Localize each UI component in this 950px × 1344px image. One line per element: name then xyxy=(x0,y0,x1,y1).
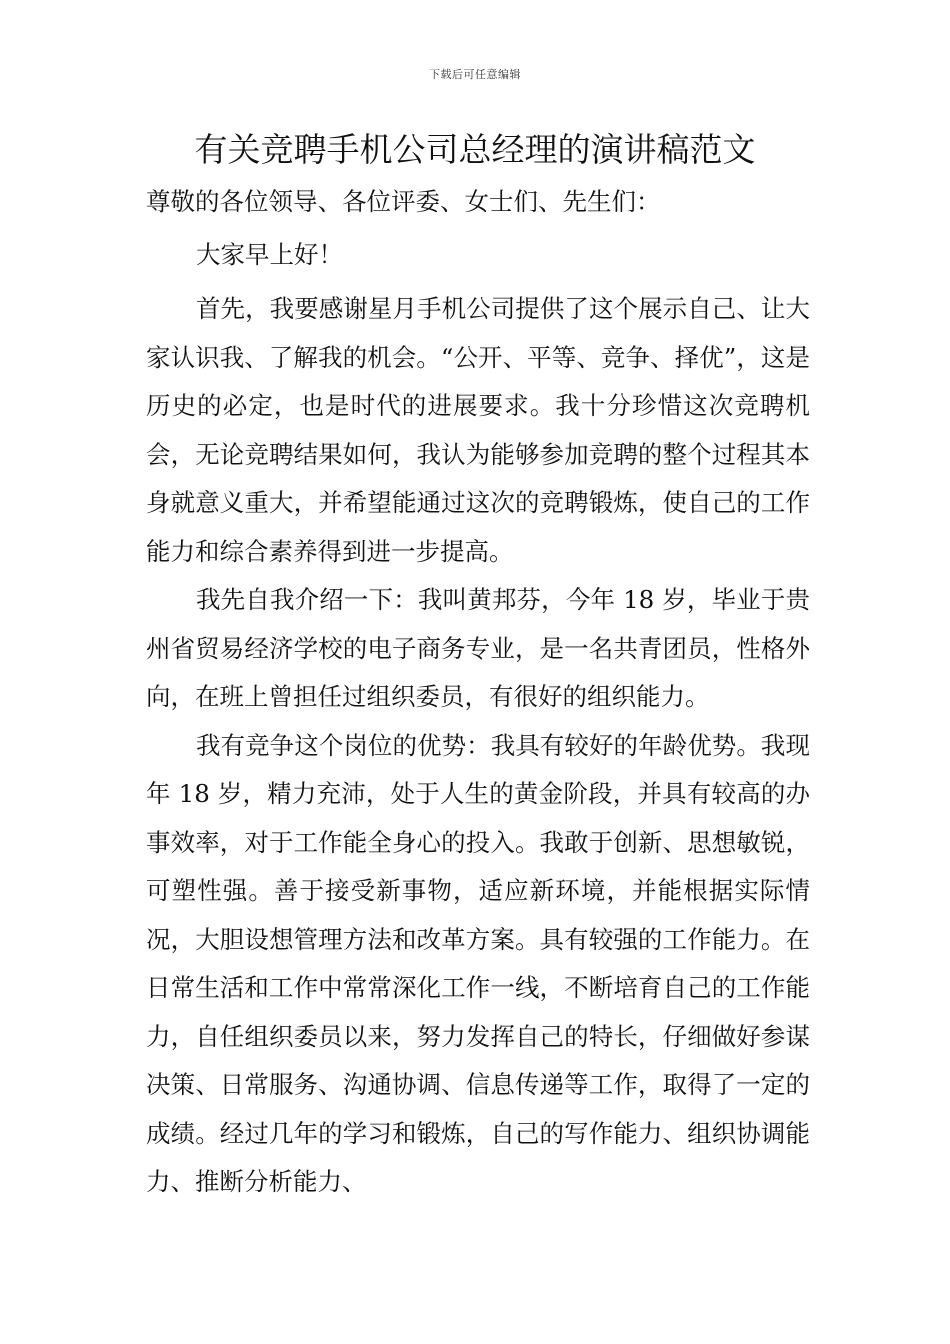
page-title: 有关竞聘手机公司总经理的演讲稿范文 xyxy=(194,130,756,169)
salutation: 尊敬的各位领导、各位评委、女士们、先生们： xyxy=(146,187,661,216)
document-body xyxy=(146,178,810,1207)
paragraph: 我有竞争这个岗位的优势：我具有较好的年龄优势。我现年 18 岁，精力充沛，处于人生的黄金阶段，并具有较高的办事效率，对于工作能全身心的投入。我敢于创新、思想敏锐，可塑性强。善于接受新事物，适应新环境，并能根据实际情况，大胆设想管理方法和改革方案。具有较强的工作能力。在日常生活和工作中常常深化工作一线，不断培育自己的工作能力，自任组织委员以来，努力发挥自己的特长，仔细做好参谋决策、日常服务、沟通协调、信息传递等工作，取得了一定的成绩。经过几年的学习和锻炼，自己的写作能力、组织协调能力、推断分析能力、 xyxy=(146,730,810,1196)
paragraph: 我先自我介绍一下：我叫黄邦芬，今年 18 岁，毕业于贵州省贸易经济学校的电子商务专业，是一名共青团员，性格外向，在班上曾担任过组织委员，有很好的组织能力。 xyxy=(146,585,810,711)
paragraph: 首先，我要感谢星月手机公司提供了这个展示自己、让大家认识我、了解我的机会。“公开、平等、竞争、择优”，这是历史的必定，也是时代的进展要求。我十分珍惜这次竞聘机会，无论竞聘结果如何，我认为能够参加竞聘的整个过程其本身就意义重大，并希望能通过这次的竞聘锻炼，使自己的工作能力和综合素养得到进一步提高。 xyxy=(146,294,810,566)
header-note: 下载后可任意编辑 xyxy=(429,68,521,81)
greeting: 大家早上好！ xyxy=(196,239,343,269)
